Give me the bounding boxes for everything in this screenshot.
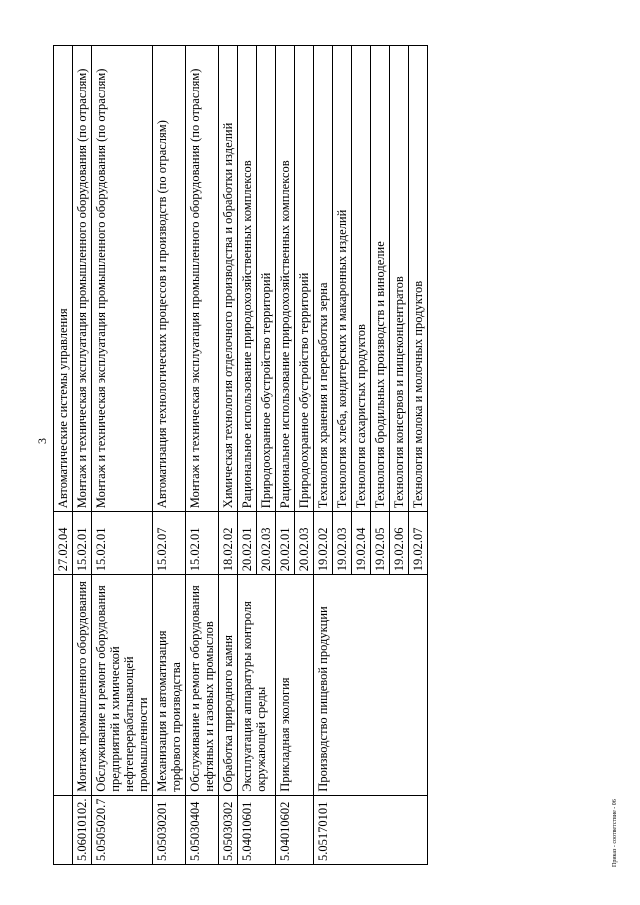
profession-name-cell: Обработка природного камня [219,575,238,796]
specialty-code-cell: 20.02.01 [276,512,295,575]
specialty-name-cell: Технология консервов и пищеконцентратов [390,46,409,512]
profession-code-cell: 5.04010601 [238,795,276,864]
correspondence-table [53,45,428,865]
specialty-name-cell: Монтаж и техническая эксплуатация промышленного оборудования (по отраслям) [92,46,153,512]
table-row [92,46,153,865]
specialty-code-cell: 18.02.02 [219,512,238,575]
profession-name-cell: Прикладная экология [276,575,314,796]
specialty-code-cell: 19.02.07 [409,512,428,575]
table-row [54,46,73,865]
specialty-name-cell: Технология хранения и переработки зерна [314,46,333,512]
specialty-code-cell: 20.02.03 [295,512,314,575]
specialty-name-cell: Технология сахаристых продуктов [352,46,371,512]
specialty-name-cell: Технология бродильных производств и виноделие [371,46,390,512]
specialty-code-cell: 19.02.05 [371,512,390,575]
profession-code-cell: 5.05030404 [186,795,219,864]
specialty-code-cell: 20.02.03 [257,512,276,575]
table-row [276,46,295,865]
specialty-name-cell: Химическая технология отделочного производства и обработки изделий [219,46,238,512]
specialty-code-cell: 27.02.04 [54,512,73,575]
table-row [219,46,238,865]
profession-name-cell: Механизация и автоматизация торфового производства [153,575,186,796]
specialty-name-cell: Монтаж и техническая эксплуатация промышленного оборудования (по отраслям) [73,46,92,512]
table-row [153,46,186,865]
specialty-code-cell: 15.02.07 [153,512,186,575]
profession-name-cell: Монтаж промышленного оборудования [73,575,92,796]
specialty-code-cell: 15.02.01 [186,512,219,575]
profession-name-cell: Производство пищевой продукции [314,575,428,796]
profession-code-cell: 5.05030201 [153,795,186,864]
profession-name-cell: Обслуживание и ремонт оборудования нефтяных и газовых промыслов [186,575,219,796]
profession-name-cell: Эксплуатация аппаратуры контроля окружающей среды [238,575,276,796]
table-row [73,46,92,865]
specialty-name-cell: Технология молока и молочных продуктов [409,46,428,512]
specialty-name-cell: Природоохранное обустройство территорий [257,46,276,512]
profession-code-cell: 5.06010102. [73,795,92,864]
specialty-code-cell: 15.02.01 [92,512,153,575]
page-number: 3 [35,438,49,444]
specialty-code-cell: 15.02.01 [73,512,92,575]
document-table-frame [53,45,575,865]
specialty-name-cell: Монтаж и техническая эксплуатация промышленного оборудования (по отраслям) [186,46,219,512]
profession-code-cell [54,795,73,864]
specialty-name-cell: Автоматизация технологических процессов и производств (по отраслям) [153,46,186,512]
profession-code-cell: 5.0505020.7 [92,795,153,864]
profession-code-cell: 5.05170101 [314,795,428,864]
table-row [238,46,257,865]
specialty-name-cell: Рациональное использование природохозяйственных комплексов [238,46,257,512]
specialty-code-cell: 19.02.02 [314,512,333,575]
table-body [54,46,428,865]
profession-name-cell: Обслуживание и ремонт оборудования предприятий и химической нефтеперерабатывающей промышленности [92,575,153,796]
specialty-code-cell: 19.02.03 [333,512,352,575]
footer-note: Приказ - соответствие - 06 [612,799,618,867]
table-row [186,46,219,865]
specialty-code-cell: 19.02.04 [352,512,371,575]
profession-code-cell: 5.05030302 [219,795,238,864]
specialty-code-cell: 19.02.06 [390,512,409,575]
specialty-name-cell: Природоохранное обустройство территорий [295,46,314,512]
specialty-name-cell: Технология хлеба, кондитерских и макаронных изделий [333,46,352,512]
specialty-name-cell: Рациональное использование природохозяйственных комплексов [276,46,295,512]
profession-code-cell: 5.04010602 [276,795,314,864]
table-row [314,46,333,865]
specialty-code-cell: 20.02.01 [238,512,257,575]
specialty-name-cell: Автоматические системы управления [54,46,73,512]
profession-name-cell [54,575,73,796]
